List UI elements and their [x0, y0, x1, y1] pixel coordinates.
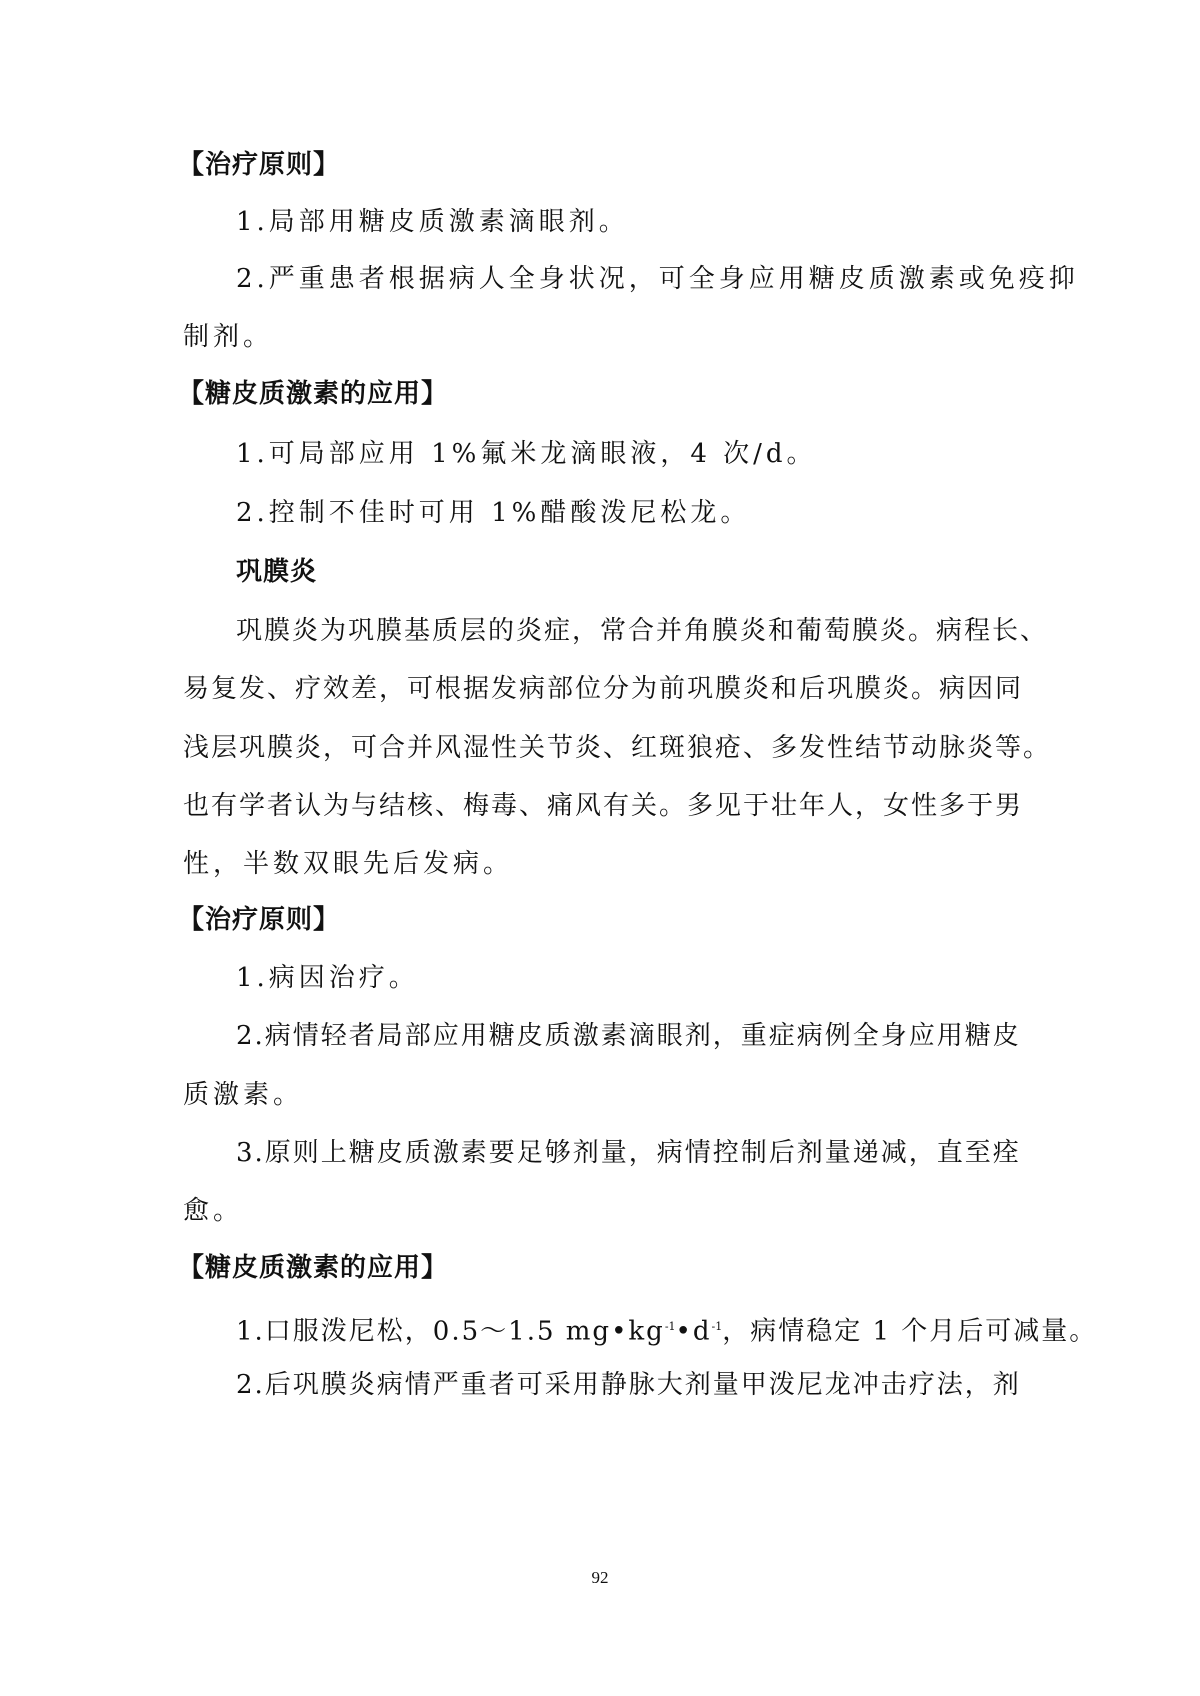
paragraph-line: 1.病因治疗。	[236, 963, 419, 993]
paragraph-line: 3.原则上糖皮质激素要足够剂量，病情控制后剂量递减，直至痊	[236, 1138, 1021, 1168]
paragraph-line: 易复发、疗效差，可根据发病部位分为前巩膜炎和后巩膜炎。病因同	[183, 674, 1024, 704]
superscript: -1	[711, 1320, 723, 1333]
paragraph-line: 2.控制不佳时可用 1%醋酸泼尼松龙。	[236, 498, 751, 528]
section-heading-treatment-principles: 【治疗原则】	[178, 905, 341, 935]
paragraph-line: 愈。	[183, 1196, 244, 1226]
paragraph-line: 1.局部用糖皮质激素滴眼剂。	[236, 207, 629, 237]
paragraph-line: 1.可局部应用 1%氟米龙滴眼液，4 次/d。	[236, 439, 817, 469]
page-number: 92	[591, 1568, 609, 1587]
section-heading-glucocorticoid-use: 【糖皮质激素的应用】	[178, 379, 449, 409]
paragraph-line: 2.严重患者根据病人全身状况，可全身应用糖皮质激素或免疫抑	[236, 264, 1079, 294]
paragraph-line: 浅层巩膜炎，可合并风湿性关节炎、红斑狼疮、多发性结节动脉炎等。	[183, 733, 1052, 763]
dosage-text: 1.口服泼尼松，0.5～1.5 mg•kg	[236, 1316, 665, 1347]
dosage-text: •d	[675, 1316, 712, 1347]
paragraph-line: 2.后巩膜炎病情严重者可采用静脉大剂量甲泼尼龙冲击疗法，剂	[236, 1370, 1021, 1400]
paragraph-line: 性，半数双眼先后发病。	[183, 849, 514, 879]
paragraph-line-dosage	[236, 1308, 1098, 1351]
paragraph-line: 也有学者认为与结核、梅毒、痛风有关。多见于壮年人，女性多于男	[183, 791, 1024, 821]
paragraph-line: 巩膜炎为巩膜基质层的炎症，常合并角膜炎和葡萄膜炎。病程长、	[236, 616, 1049, 646]
section-heading-glucocorticoid-use: 【糖皮质激素的应用】	[178, 1253, 449, 1283]
paragraph-line: 质激素。	[183, 1080, 304, 1110]
section-heading-treatment-principles: 【治疗原则】	[178, 150, 341, 180]
disease-title: 巩膜炎	[236, 557, 318, 587]
dosage-text: ，病情稳定 1 个月后可减量。	[722, 1316, 1098, 1347]
superscript: -1	[664, 1320, 676, 1333]
paragraph-line: 制剂。	[183, 322, 274, 352]
paragraph-line: 2.病情轻者局部应用糖皮质激素滴眼剂，重症病例全身应用糖皮	[236, 1021, 1021, 1051]
